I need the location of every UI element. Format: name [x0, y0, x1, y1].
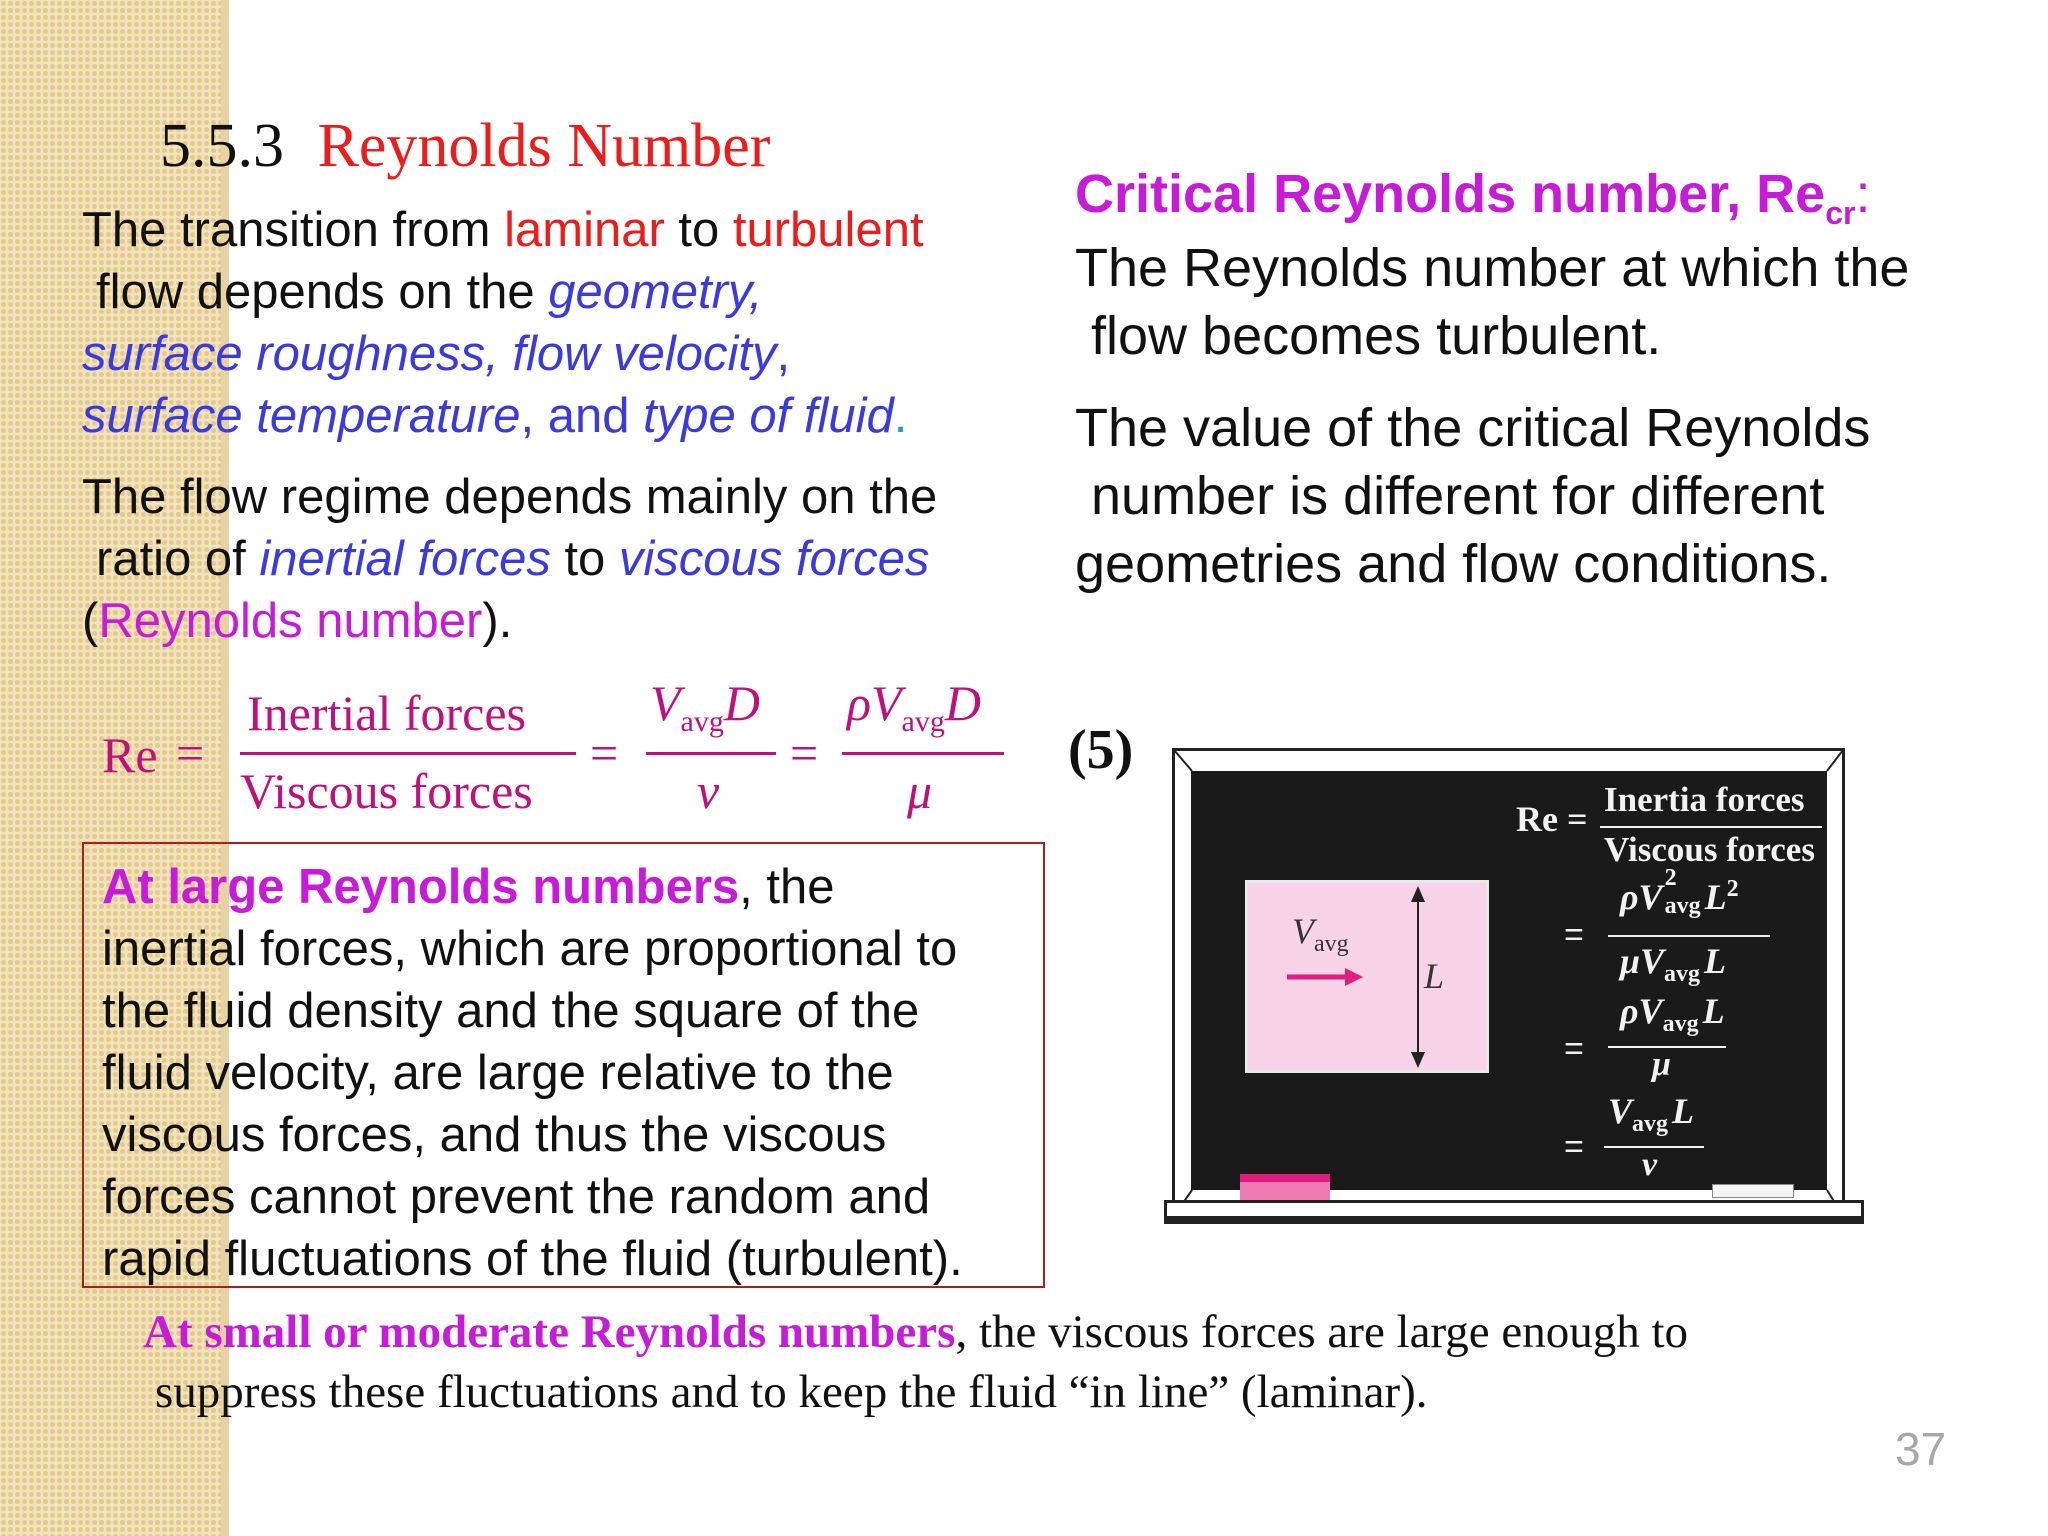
mu-denominator: μ	[907, 763, 933, 819]
text: The value of the critical Reynolds	[1075, 398, 1871, 458]
small-reynolds-heading: At small or moderate Reynolds numbers	[143, 1306, 956, 1358]
text: The Reynolds number at which the	[1075, 238, 1910, 298]
text: .	[893, 389, 908, 443]
text: Critical Reynolds number, Re	[1075, 164, 1826, 224]
inertial-forces-numerator: Inertial forces	[247, 685, 527, 741]
text: number is different for different	[1091, 466, 1825, 526]
chalk-tray	[1164, 1200, 1864, 1224]
text: ratio of	[96, 532, 260, 586]
chalk-viscous-forces: Viscous forces	[1604, 830, 1815, 869]
reynolds-equation	[102, 674, 1007, 824]
turbulent-term: turbulent	[732, 203, 924, 257]
figure-label: (5)	[1068, 719, 1134, 781]
text: (	[82, 594, 99, 648]
temperature-term: surface temperature	[82, 389, 521, 443]
chalk-equals: =	[1564, 1030, 1584, 1068]
fraction-bar	[240, 752, 576, 755]
inertial-forces-term: inertial forces	[259, 532, 551, 586]
text: :	[1855, 164, 1871, 224]
flow-regime-paragraph	[82, 466, 937, 652]
flow-region	[1245, 880, 1489, 1073]
roughness-velocity-terms: surface roughness, flow velocity	[82, 327, 777, 381]
large-reynolds-heading: At large Reynolds numbers	[102, 860, 740, 914]
text: geometries and flow conditions.	[1075, 534, 1832, 594]
text: the fluid density and the square of the	[102, 984, 920, 1038]
chalk-inertia-forces: Inertia forces	[1604, 780, 1805, 819]
equals-sign: =	[176, 725, 205, 781]
viscous-forces-denominator: Viscous forces	[240, 763, 533, 819]
transition-paragraph	[82, 199, 924, 447]
critical-reynolds-heading	[1075, 160, 1871, 231]
text: suppress these fluctuations and to keep the fluid “in line” (laminar).	[155, 1366, 1428, 1418]
page-number: 37	[1895, 1423, 1947, 1475]
section-title	[160, 110, 770, 182]
text: , and	[520, 389, 644, 443]
text: to	[664, 203, 733, 257]
large-reynolds-text	[102, 856, 963, 1290]
equals-sign: =	[790, 725, 819, 781]
pink-eraser	[1240, 1174, 1330, 1200]
geometry-term: geometry,	[548, 265, 763, 319]
chalk-equals: =	[1564, 1128, 1584, 1166]
text: , the viscous forces are large enough to	[955, 1306, 1689, 1358]
vavg-d-numerator: $V_{avg}D$	[650, 675, 760, 738]
rho-vavg-d-numerator: $\rho V_{avg}D$	[847, 675, 981, 738]
text: inertial forces, which are proportional to	[102, 922, 958, 976]
fraction-bar	[842, 752, 1004, 755]
chalk-nu: ν	[1642, 1146, 1658, 1183]
fluid-type-term: type of fluid	[643, 389, 894, 443]
text: ,	[776, 327, 791, 381]
chalk-equals: =	[1564, 916, 1584, 954]
chalk-vavg-l: $V_{avg}$ L	[1608, 1091, 1695, 1138]
equals-sign: =	[590, 725, 619, 781]
nu-denominator: ν	[697, 763, 720, 819]
cr-subscript: cr	[1825, 194, 1856, 231]
text: forces cannot prevent the random and	[102, 1170, 931, 1224]
chalk-fraction-bar	[1608, 935, 1770, 937]
text: The transition from	[82, 203, 505, 257]
vavg-label: $V_{avg}$	[1292, 911, 1349, 958]
text: ).	[482, 594, 513, 648]
text: viscous forces, and thus the viscous	[102, 1108, 887, 1162]
re-symbol: Re	[102, 727, 158, 783]
chalk-mu-vavg-l: $\mu V_{avg}$ L	[1620, 941, 1727, 988]
chalk-rho-vavg-l: $\rho V_{avg}$ L	[1620, 991, 1725, 1038]
chalk-fraction-bar	[1600, 826, 1822, 828]
chalk-rho-v2-l2: ρV 2 avg $L^2$	[1620, 865, 1739, 919]
chalk-mu: μ	[1652, 1046, 1671, 1083]
text: flow becomes turbulent.	[1091, 306, 1662, 366]
arrow-right-icon	[1285, 965, 1365, 989]
text: fluid velocity, are large relative to the	[102, 1046, 894, 1100]
critical-definition	[1075, 234, 1909, 370]
viscous-forces-term: viscous forces	[618, 532, 930, 586]
small-reynolds-note	[143, 1302, 1688, 1422]
chalk-re: Re =	[1516, 799, 1588, 839]
text: The flow regime depends mainly on the	[82, 470, 938, 524]
laminar-term: laminar	[504, 203, 665, 257]
critical-value-paragraph	[1075, 394, 1870, 598]
text: flow depends on the	[96, 265, 549, 319]
text: , the	[739, 860, 835, 914]
reynolds-number-term: Reynolds number	[98, 594, 483, 648]
section-number: 5.5.3	[160, 112, 284, 180]
text: rapid fluctuations of the fluid (turbulent).	[102, 1232, 963, 1286]
length-label: L	[1424, 956, 1445, 996]
section-name: Reynolds Number	[317, 112, 771, 180]
fraction-bar	[646, 752, 776, 755]
chalk-piece	[1712, 1184, 1794, 1198]
text: to	[550, 532, 619, 586]
